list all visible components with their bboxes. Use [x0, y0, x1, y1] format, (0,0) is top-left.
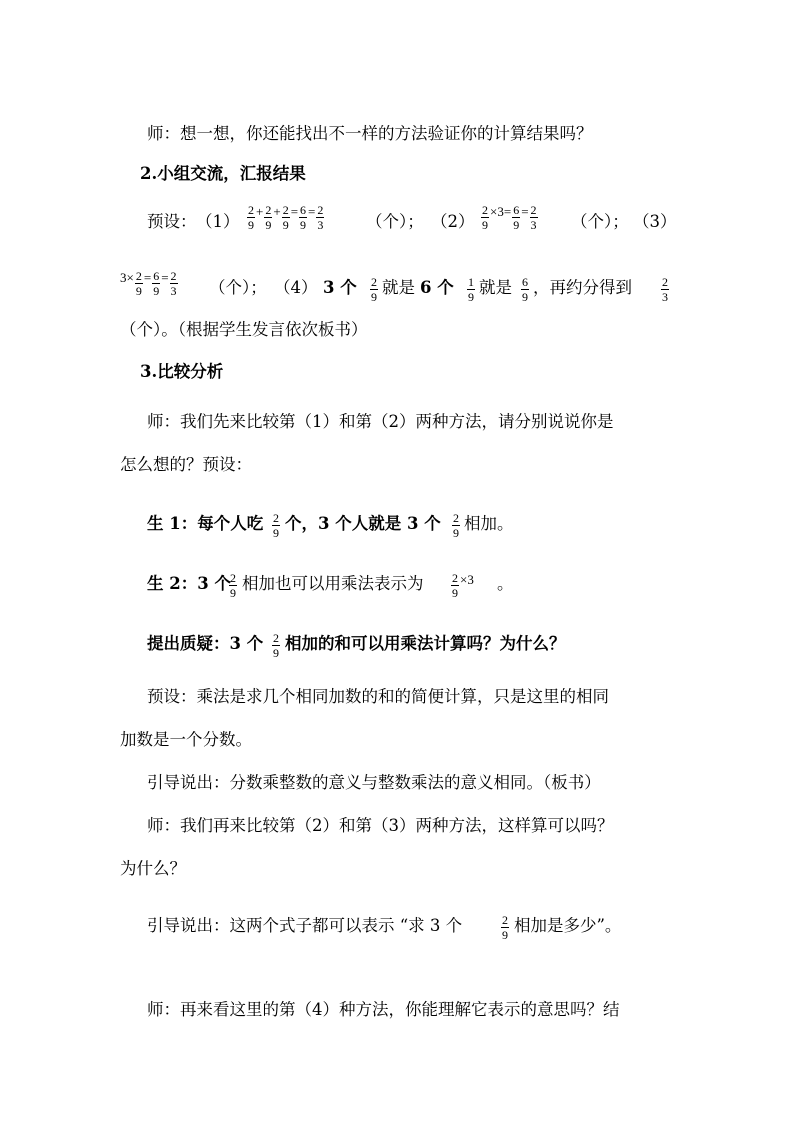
- paragraph-text: 。: [497, 574, 514, 593]
- paragraph-text: 师：我们先来比较第（1）和第（2）两种方法，请分别说说你是: [147, 412, 614, 431]
- paragraph-text: 相加。: [464, 514, 514, 533]
- label-text: （4）: [274, 278, 318, 297]
- label-text: （2）: [431, 212, 475, 231]
- paragraph-text: 生 2：3 个: [147, 574, 231, 593]
- paragraph-text: 相加是多少”。: [514, 916, 622, 935]
- paragraph-text: 加数是一个分数。: [120, 730, 252, 749]
- fraction: $\frac{2}{3}$: [530, 203, 537, 232]
- paragraph-text: 师：想一想，你还能找出不一样的方法验证你的计算结果吗？: [147, 124, 593, 143]
- paragraph-text: 预设：乘法是求几个相同加数的和的简便计算，只是这里的相同: [147, 687, 609, 706]
- paragraph-text: 相加也可以用乘法表示为: [242, 574, 424, 593]
- paragraph-text: ，再约分得到: [533, 278, 632, 297]
- paragraph-text: 引导说出：这两个式子都可以表示 “求 3 个: [147, 916, 463, 935]
- paragraph-text: 就是: [382, 278, 415, 297]
- fraction: $\frac{2}{9}$: [482, 203, 488, 232]
- paragraph-text: 相加的和可以用乘法计算吗？为什么？: [285, 634, 566, 653]
- fraction: $\frac{6}{9}$: [522, 275, 528, 304]
- fraction: $\frac{2}{9}$: [230, 571, 236, 600]
- fraction: $\frac{2}{3}$: [662, 275, 668, 304]
- paragraph-text: 师：我们再来比较第（2）和第（3）两种方法，这样算可以吗？: [147, 816, 614, 835]
- formula-2: $\frac{2}{9}$ ×3= $\frac{6}{9}$ = $\frac{2}{3}$: [482, 203, 537, 232]
- section-heading: 3.比较分析: [140, 362, 224, 381]
- paragraph-text: 提出质疑：3 个: [147, 634, 264, 653]
- fraction: $\frac{6}{9}$: [513, 203, 520, 232]
- fraction: $\frac{2}{9}$: [248, 203, 254, 232]
- fraction: $\frac{1}{9}$: [468, 275, 474, 304]
- fraction: $\frac{2}{9}$: [273, 511, 279, 540]
- paragraph-text: 3 个: [323, 278, 357, 297]
- section-heading: 2.小组交流，汇报结果: [140, 164, 306, 183]
- unit-text: （个）；: [209, 278, 267, 297]
- fraction: $\frac{2}{3}$: [170, 269, 177, 298]
- fraction: $\frac{2}{3}$: [317, 203, 324, 232]
- label-text: （1）: [196, 212, 240, 231]
- label-text: 预设：: [147, 212, 197, 231]
- paragraph-text: 6 个: [420, 278, 454, 297]
- unit-text: （个）；: [571, 212, 629, 231]
- formula-3: 3× $\frac{2}{9}$ = $\frac{6}{9}$ = $\frac{2}{3}$: [120, 269, 177, 298]
- fraction: $\frac{6}{9}$: [153, 269, 160, 298]
- fraction: $\frac{2}{9}$: [371, 275, 377, 304]
- fraction: $\frac{2}{9}$: [502, 913, 508, 942]
- fraction: $\frac{2}{9}$: [452, 571, 458, 600]
- paragraph-text: 个，3 个人就是 3 个: [285, 514, 441, 533]
- paragraph-text: 师：再来看这里的第（4）种方法，你能理解它表示的意思吗？结: [147, 1000, 620, 1019]
- formula-1: $\frac{2}{9}$ + $\frac{2}{9}$ + $\frac{2}{9}$ = $\frac{6}{9}$ = $\frac{2}{3}$: [248, 203, 324, 232]
- paragraph-text: 引导说出：分数乘整数的意义与整数乘法的意义相同。（板书）: [147, 773, 601, 792]
- fraction: $\frac{2}{9}$: [282, 203, 289, 232]
- paragraph-text: 就是: [479, 278, 512, 297]
- formula-inline: $\frac{2}{9}$ ×3: [452, 571, 474, 600]
- fraction: $\frac{2}{9}$: [265, 203, 272, 232]
- fraction: $\frac{2}{9}$: [273, 631, 279, 660]
- paragraph-text: （个）。（根据学生发言依次板书）: [120, 320, 368, 339]
- fraction: $\frac{6}{9}$: [300, 203, 307, 232]
- paragraph-text: 为什么？: [120, 859, 186, 878]
- paragraph-text: 生 1：每个人吃: [147, 514, 264, 533]
- fraction: $\frac{2}{9}$: [135, 269, 142, 298]
- label-text: （3）: [633, 212, 677, 231]
- paragraph-text: 怎么想的？预设：: [120, 455, 252, 474]
- unit-text: （个）；: [366, 212, 424, 231]
- fraction: $\frac{2}{9}$: [453, 511, 459, 540]
